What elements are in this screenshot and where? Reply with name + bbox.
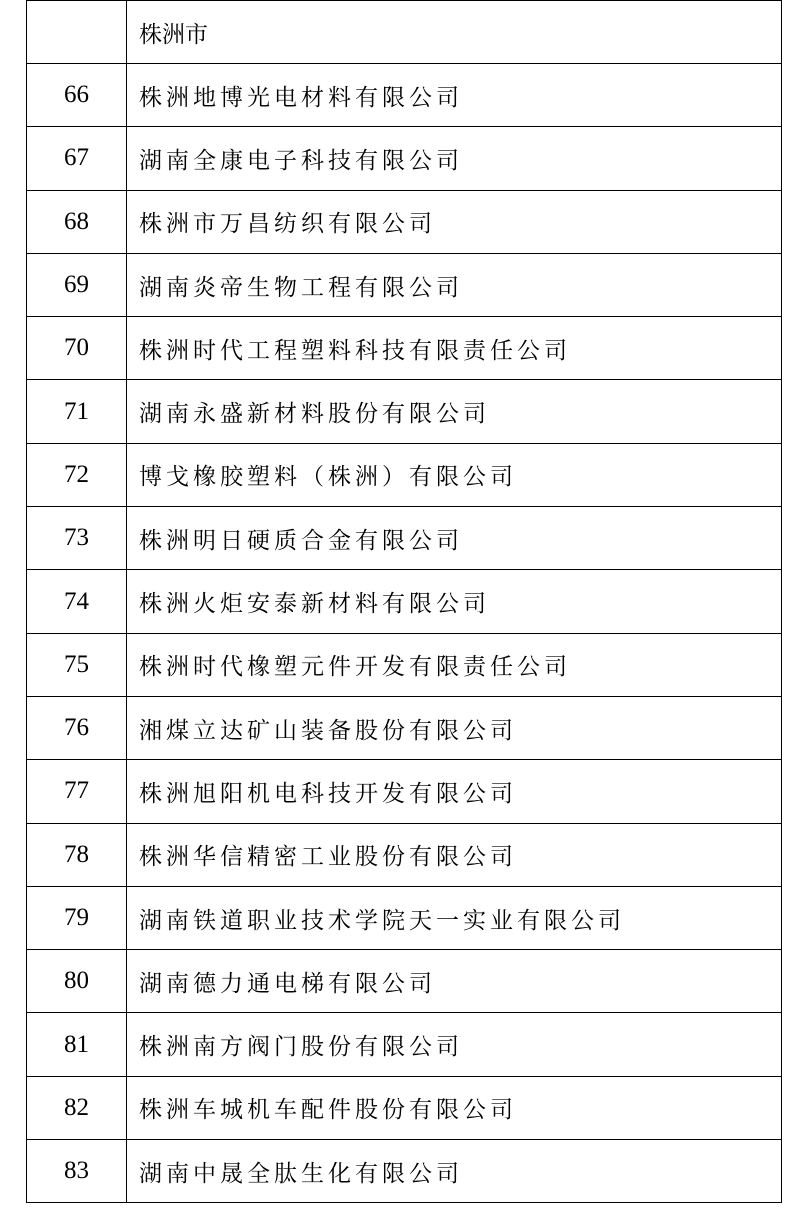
table-row: [27, 443, 782, 506]
company-name: 株洲时代橡塑元件开发有限责任公司: [127, 633, 782, 696]
company-name: 株洲明日硬质合金有限公司: [127, 507, 782, 570]
company-name: 株洲市万昌纺织有限公司: [127, 190, 782, 253]
company-name: 株洲华信精密工业股份有限公司: [127, 823, 782, 886]
row-number: 68: [27, 190, 127, 253]
company-name: 株洲地博光电材料有限公司: [127, 64, 782, 127]
table-row: [27, 696, 782, 759]
table-row: [27, 317, 782, 380]
table-row: [27, 380, 782, 443]
table-row: [27, 1140, 782, 1203]
row-number: 83: [27, 1140, 127, 1203]
table-row: [27, 507, 782, 570]
row-number: 70: [27, 317, 127, 380]
company-name: 湖南中晟全肽生化有限公司: [127, 1140, 782, 1203]
company-name: 湖南全康电子科技有限公司: [127, 127, 782, 190]
row-number: 71: [27, 380, 127, 443]
table-row: [27, 190, 782, 253]
row-number: 80: [27, 950, 127, 1013]
company-name: 株洲南方阀门股份有限公司: [127, 1013, 782, 1076]
company-name: 株洲车城机车配件股份有限公司: [127, 1076, 782, 1139]
row-number: 69: [27, 253, 127, 316]
company-name: 湖南德力通电梯有限公司: [127, 950, 782, 1013]
region-name: 株洲市: [127, 1, 782, 64]
row-number: 82: [27, 1076, 127, 1139]
company-name: 湖南铁道职业技术学院天一实业有限公司: [127, 886, 782, 949]
row-number: 73: [27, 507, 127, 570]
company-name: 株洲时代工程塑料科技有限责任公司: [127, 317, 782, 380]
company-list-body: [27, 1, 782, 1203]
table-row: [27, 127, 782, 190]
row-number: 72: [27, 443, 127, 506]
table-row: [27, 950, 782, 1013]
row-number: 66: [27, 64, 127, 127]
table-row: [27, 570, 782, 633]
company-name: 博戈橡胶塑料（株洲）有限公司: [127, 443, 782, 506]
company-name: 湖南炎帝生物工程有限公司: [127, 253, 782, 316]
table-row: [27, 760, 782, 823]
table-row: [27, 1076, 782, 1139]
region-number-cell: [27, 1, 127, 64]
row-number: 79: [27, 886, 127, 949]
table-row: [27, 253, 782, 316]
row-number: 75: [27, 633, 127, 696]
table-row: [27, 1013, 782, 1076]
company-name: 湖南永盛新材料股份有限公司: [127, 380, 782, 443]
row-number: 77: [27, 760, 127, 823]
table-row: [27, 886, 782, 949]
row-number: 76: [27, 696, 127, 759]
company-name: 湘煤立达矿山装备股份有限公司: [127, 696, 782, 759]
table-row: [27, 823, 782, 886]
company-name: 株洲旭阳机电科技开发有限公司: [127, 760, 782, 823]
row-number: 67: [27, 127, 127, 190]
company-list-table: [26, 0, 782, 1203]
company-name: 株洲火炬安泰新材料有限公司: [127, 570, 782, 633]
row-number: 74: [27, 570, 127, 633]
table-row: [27, 633, 782, 696]
row-number: 81: [27, 1013, 127, 1076]
table-row: [27, 64, 782, 127]
region-header-row: [27, 1, 782, 64]
row-number: 78: [27, 823, 127, 886]
